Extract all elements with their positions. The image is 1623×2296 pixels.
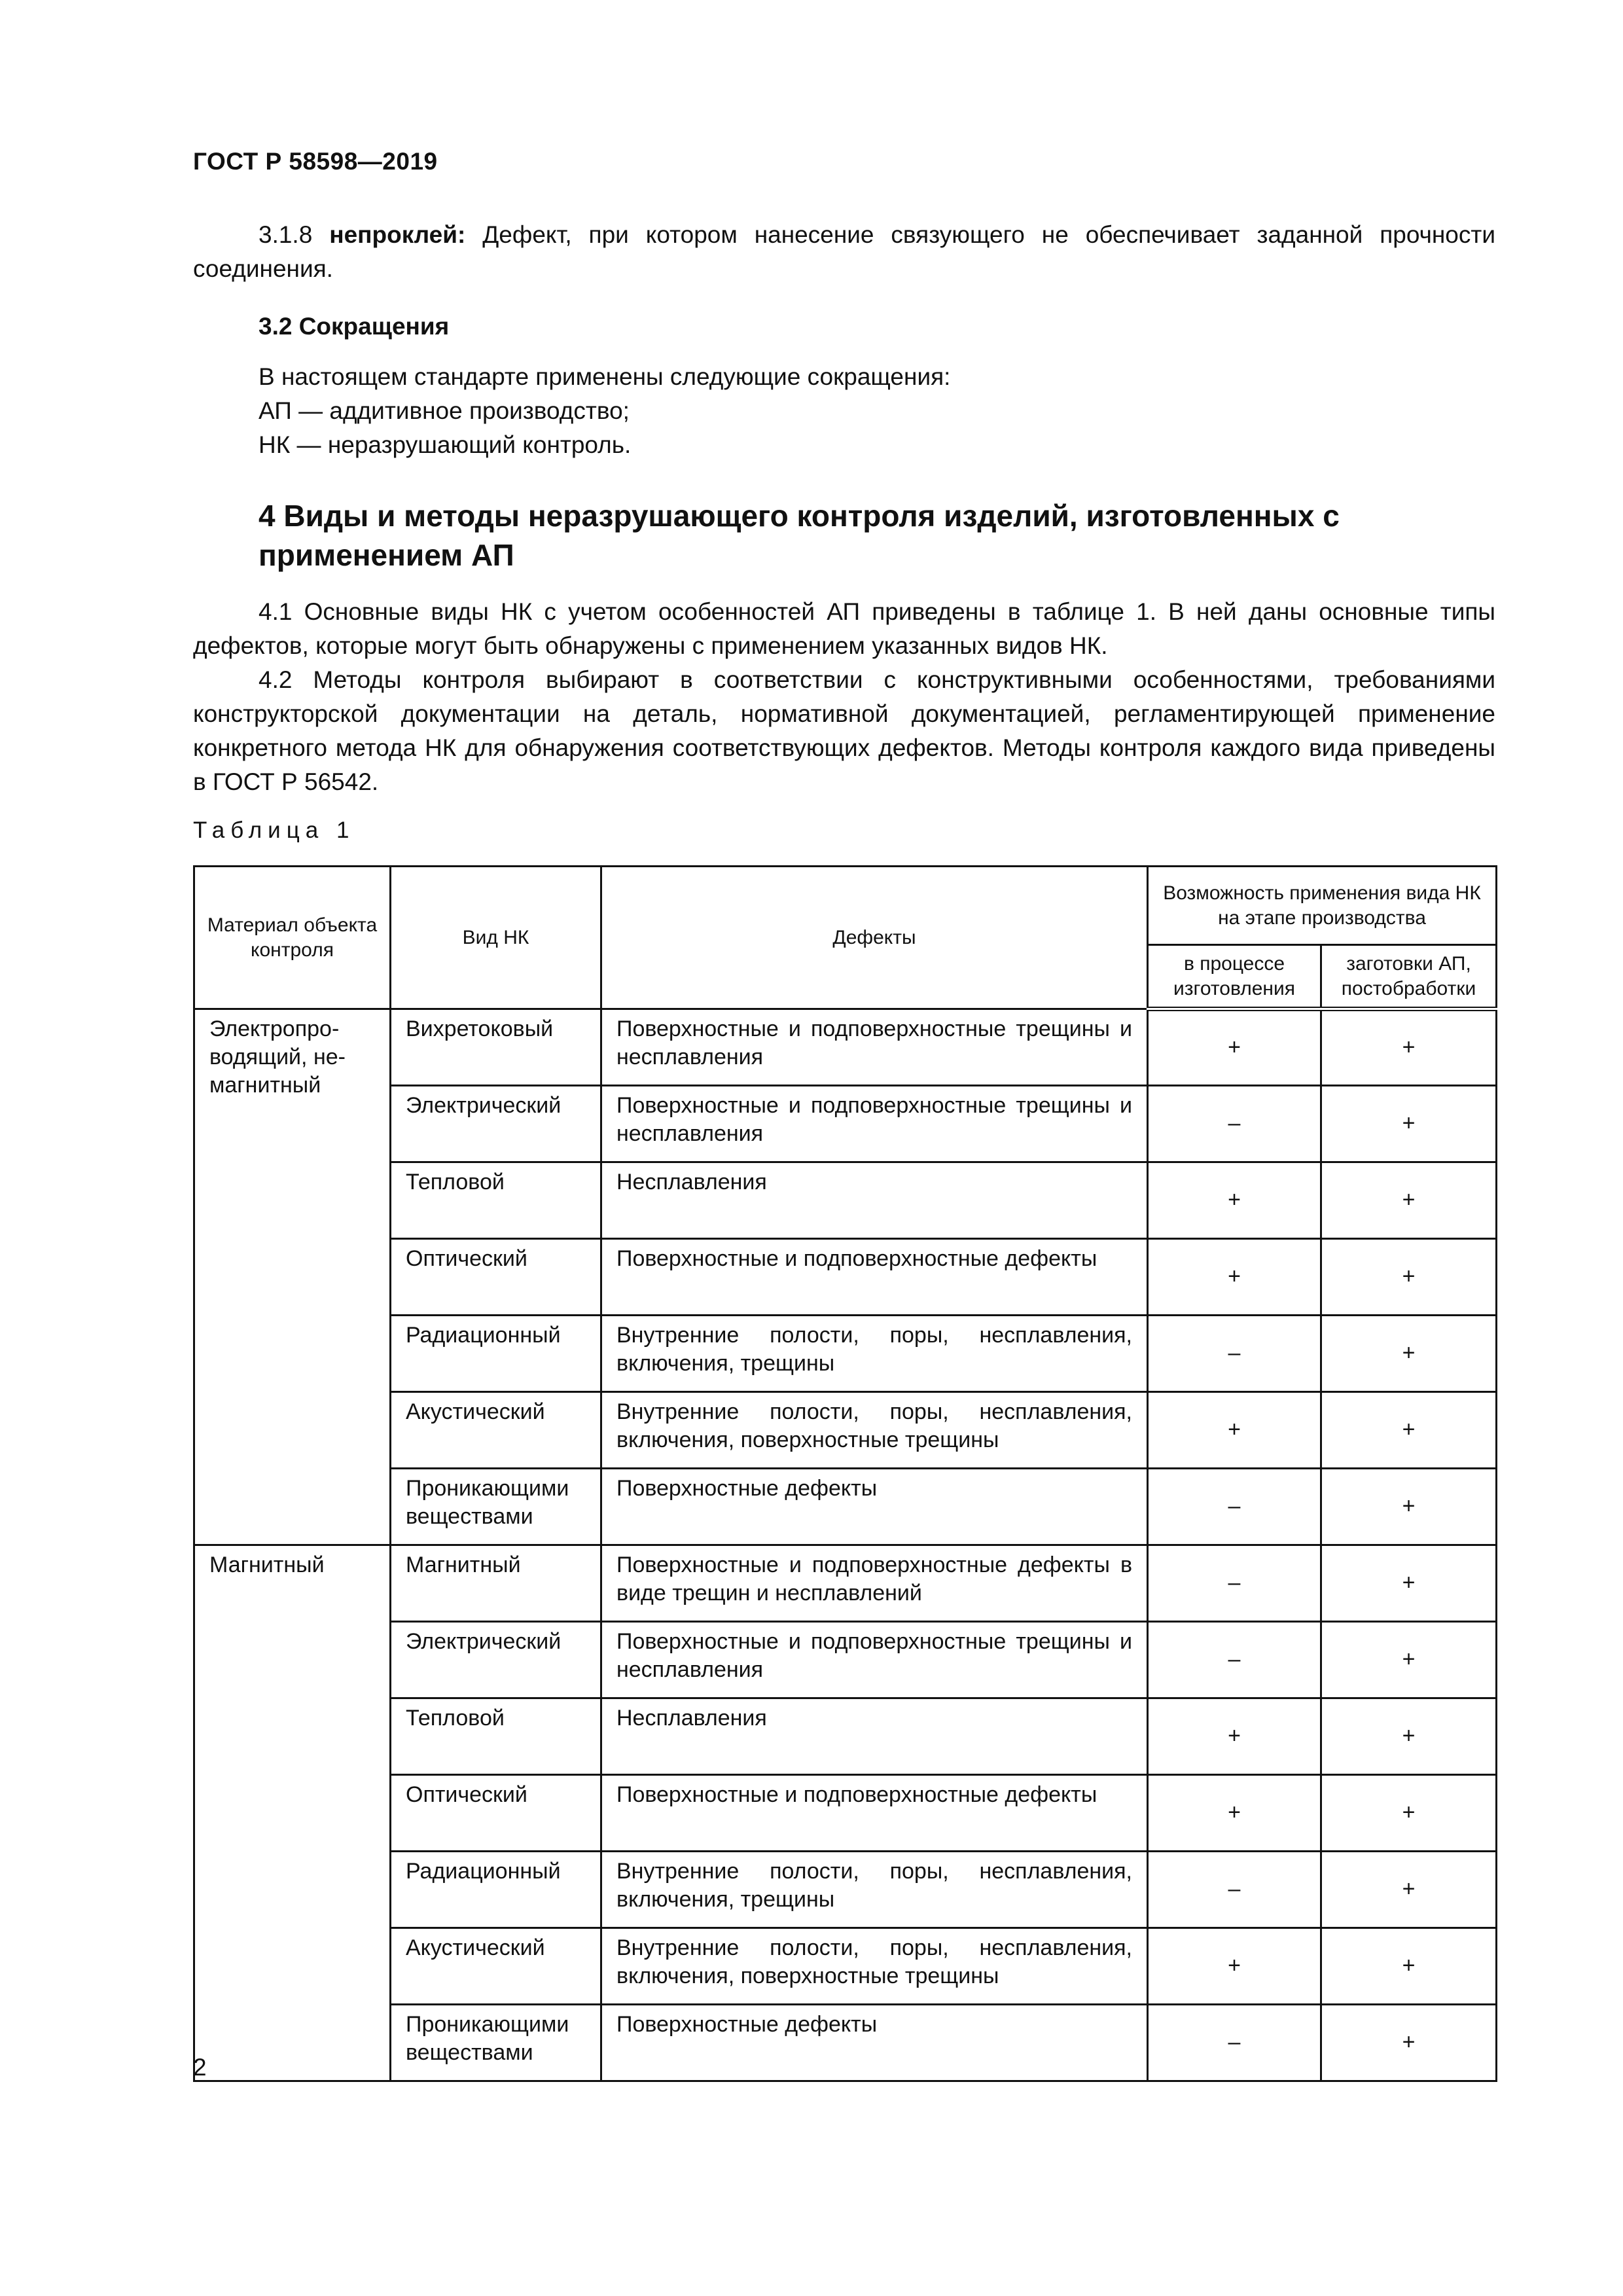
defects-cell: Поверхностные и подповерхностные трещины и несплавления	[601, 1622, 1148, 1698]
blanks-mark: +	[1321, 1086, 1497, 1162]
defects-cell: Внутренние полости, поры, несплавления, включения, трещины	[601, 1852, 1148, 1928]
defects-cell: Несплавления	[601, 1162, 1148, 1239]
blanks-mark: +	[1321, 1316, 1497, 1392]
in-process-mark: +	[1148, 1775, 1321, 1852]
method-cell: Акустический	[391, 1928, 601, 2005]
method-cell: Магнитный	[391, 1545, 601, 1622]
section-4-title: 4 Виды и методы неразрушающего контроля изделий, изготовленных с применением АП	[259, 499, 1340, 572]
material-cell: Магнитный	[194, 1545, 391, 2081]
paragraph-4-2: 4.2 Методы контроля выбирают в соответствии с конструктивными особенностями, требованиями конструкторской документации на деталь, нормативной документацией, регламентирующей применение конкретного метода НК для обнаружения соответствующих дефектов. Методы контроля каждого вида приведены в ГОСТ Р 56542.	[193, 666, 1495, 795]
method-cell: Тепловой	[391, 1698, 601, 1775]
blanks-mark: +	[1321, 1852, 1497, 1928]
header-defects: Дефекты	[601, 867, 1148, 1009]
abbreviation-nk: НК — неразрушающий контроль.	[259, 431, 632, 458]
header-material: Материал объекта контроля	[194, 867, 391, 1009]
blanks-mark: +	[1321, 1009, 1497, 1086]
defects-cell: Внутренние полости, поры, несплавления, включения, поверхностные трещины	[601, 1928, 1148, 2005]
in-process-mark: –	[1148, 1316, 1321, 1392]
method-cell: Электрический	[391, 1622, 601, 1698]
header-possibility: Возможность применения вида НК на этапе производства	[1148, 867, 1497, 945]
in-process-mark: +	[1148, 1162, 1321, 1239]
term-definition: Дефект, при котором нанесение связующего не обеспечивает заданной прочности соединения.	[193, 221, 1496, 282]
in-process-mark: –	[1148, 1622, 1321, 1698]
ndt-methods-table	[193, 865, 1497, 2082]
term: непроклей:	[329, 221, 466, 248]
header-blanks: заготовки АП, постобработки	[1321, 945, 1497, 1009]
defects-cell: Поверхностные и подповерхностные трещины и несплавления	[601, 1086, 1148, 1162]
method-cell: Акустический	[391, 1392, 601, 1469]
document-code-header: ГОСТ Р 58598—2019	[193, 148, 438, 175]
abbreviation-ap: АП — аддитивное производство;	[259, 397, 630, 424]
paragraph-3-1-8	[193, 218, 1495, 286]
method-cell: Вихретоковый	[391, 1009, 601, 1086]
method-cell: Электрический	[391, 1086, 601, 1162]
defects-cell: Поверхностные дефекты	[601, 1469, 1148, 1545]
header-method: Вид НК	[391, 867, 601, 1009]
method-cell: Проникающими веществами	[391, 1469, 601, 1545]
method-cell: Тепловой	[391, 1162, 601, 1239]
blanks-mark: +	[1321, 1469, 1497, 1545]
in-process-mark: –	[1148, 1545, 1321, 1622]
method-cell: Проникающими веществами	[391, 2005, 601, 2081]
method-cell: Радиационный	[391, 1852, 601, 1928]
method-cell: Оптический	[391, 1775, 601, 1852]
in-process-mark: –	[1148, 1469, 1321, 1545]
in-process-mark: +	[1148, 1009, 1321, 1086]
in-process-mark: –	[1148, 1852, 1321, 1928]
in-process-mark: +	[1148, 1928, 1321, 2005]
page-number: 2	[193, 2054, 207, 2081]
blanks-mark: +	[1321, 1698, 1497, 1775]
defects-cell: Поверхностные и подповерхностные дефекты	[601, 1239, 1148, 1316]
in-process-mark: –	[1148, 1086, 1321, 1162]
blanks-mark: +	[1321, 1392, 1497, 1469]
blanks-mark: +	[1321, 2005, 1497, 2081]
in-process-mark: +	[1148, 1698, 1321, 1775]
blanks-mark: +	[1321, 1928, 1497, 2005]
blanks-mark: +	[1321, 1545, 1497, 1622]
header-in-process: в процессе изготовления	[1148, 945, 1321, 1009]
defects-cell: Внутренние полости, поры, несплавления, включения, поверхностные трещины	[601, 1392, 1148, 1469]
in-process-mark: –	[1148, 2005, 1321, 2081]
in-process-mark: +	[1148, 1392, 1321, 1469]
table-row	[194, 1545, 1497, 1622]
material-cell: Электропроводящий, немагнитный	[194, 1009, 391, 1545]
section-3-2-title: 3.2 Сокращения	[259, 313, 450, 340]
defects-cell: Поверхностные дефекты	[601, 2005, 1148, 2081]
blanks-mark: +	[1321, 1622, 1497, 1698]
blanks-mark: +	[1321, 1162, 1497, 1239]
defects-cell: Поверхностные и подповерхностные дефекты	[601, 1775, 1148, 1852]
blanks-mark: +	[1321, 1239, 1497, 1316]
table-row	[194, 1009, 1497, 1086]
defects-cell: Поверхностные и подповерхностные трещины и несплавления	[601, 1009, 1148, 1086]
clause-number: 3.1.8	[259, 221, 313, 248]
method-cell: Оптический	[391, 1239, 601, 1316]
defects-cell: Внутренние полости, поры, несплавления, включения, трещины	[601, 1316, 1148, 1392]
blanks-mark: +	[1321, 1775, 1497, 1852]
table-caption: Таблица 1	[193, 817, 355, 843]
in-process-mark: +	[1148, 1239, 1321, 1316]
defects-cell: Поверхностные и подповерхностные дефекты в виде трещин и несплавлений	[601, 1545, 1148, 1622]
paragraph-4-1: 4.1 Основные виды НК с учетом особенностей АП приведены в таблице 1. В ней даны основные типы дефектов, которые могут быть обнаружены с применением указанных видов НК.	[193, 598, 1495, 659]
defects-cell: Несплавления	[601, 1698, 1148, 1775]
abbreviations-intro: В настоящем стандарте применены следующие сокращения:	[259, 363, 951, 390]
method-cell: Радиационный	[391, 1316, 601, 1392]
